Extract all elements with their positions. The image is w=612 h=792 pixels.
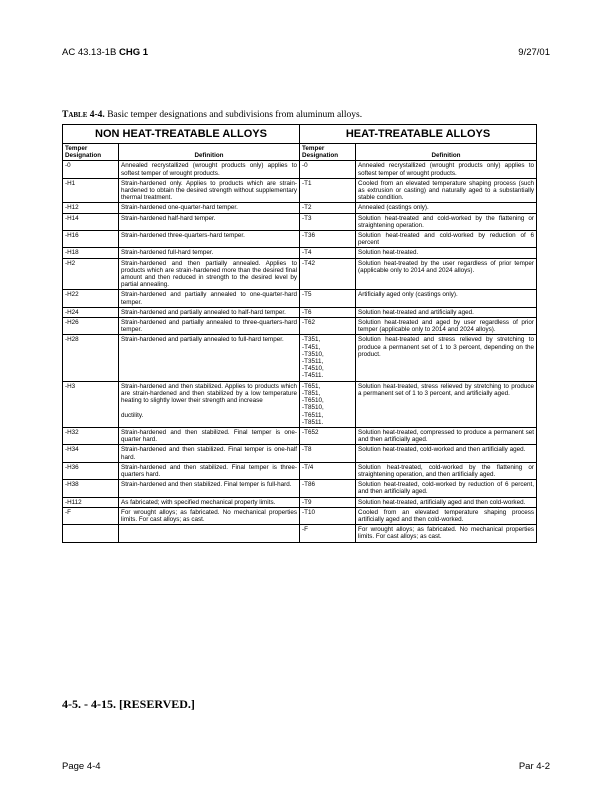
right-definition: Solution heat-treated and stress relieved by stretching to produce a permanent set of 1 to 3 percent, depending on the product.	[356, 335, 537, 381]
right-designation: -T6	[300, 307, 356, 317]
right-designation: -T4	[300, 248, 356, 258]
table-body	[63, 161, 537, 542]
left-designation: -H34	[63, 445, 119, 462]
left-definition: Strain-hardened half-hard temper.	[119, 213, 300, 230]
right-definition: Solution heat-treated, stress relieved by stretching to produce a permanent set of 1 to 3 percent, and artificially aged.	[356, 381, 537, 427]
left-designation: -H32	[63, 427, 119, 444]
left-designation: -H26	[63, 318, 119, 335]
col-header-temper-right: Temper Designation	[300, 144, 356, 161]
right-definition: Solution heat-treated, cold-worked by reduction of 6 percent, and then artificially aged.	[356, 480, 537, 497]
left-definition: Strain-hardened full-hard temper.	[119, 248, 300, 258]
left-designation: -H38	[63, 480, 119, 497]
col-header-definition-left: Definition	[119, 144, 300, 161]
right-designation: -T10	[300, 507, 356, 524]
page-footer-par: Par 4-2	[518, 761, 550, 772]
left-designation: -H3	[63, 381, 119, 427]
table-row	[63, 213, 537, 230]
page-footer-page: Page 4-4	[62, 761, 101, 772]
left-definition: Strain-hardened one-quarter-hard temper.	[119, 203, 300, 213]
left-definition: Strain-hardened and then stabilized. Final temper is full-hard.	[119, 480, 300, 497]
left-designation: -H18	[63, 248, 119, 258]
right-definition: For wrought alloys; as fabricated. No mechanical properties limits. For cast alloys; as cast.	[356, 525, 537, 542]
right-definition: Solution heat-treated, artificially aged and then cold-worked.	[356, 497, 537, 507]
left-definition: Strain-hardened and partially annealed to three-quarters-hard temper.	[119, 318, 300, 335]
left-definition: Strain-hardened and partially annealed to half-hard temper.	[119, 307, 300, 317]
table-row	[63, 427, 537, 444]
right-designation: -T3	[300, 213, 356, 230]
table-caption	[62, 110, 362, 120]
col-header-definition-right: Definition	[356, 144, 537, 161]
left-designation: -F	[63, 507, 119, 524]
table-row	[63, 248, 537, 258]
non-heat-treatable-title: NON HEAT-TREATABLE ALLOYS	[63, 125, 300, 144]
right-definition: Solution heat-treated, compressed to produce a permanent set and then artificially aged.	[356, 427, 537, 444]
right-definition: Annealed (castings only).	[356, 203, 537, 213]
table-row	[63, 525, 537, 542]
right-designation: -T9	[300, 497, 356, 507]
left-definition: Strain-hardened and then stabilized. Applies to products which are strain-hardened and then stabilized by a low temperature heating to slightly lower their strength and increase ductility.	[119, 381, 300, 427]
left-definition: Strain-hardened and then stabilized. Final temper is one-quarter hard.	[119, 427, 300, 444]
left-designation: -H16	[63, 231, 119, 248]
right-designation: -T2	[300, 203, 356, 213]
right-definition: Solution heat-treated by the user regardless of prior temper (applicable only to 2014 and 2024 alloys).	[356, 258, 537, 290]
right-designation: -0	[300, 161, 356, 178]
left-designation: -H36	[63, 462, 119, 479]
left-definition: Annealed recrystallized (wrought products only) applies to softest temper of wrought products.	[119, 161, 300, 178]
table-row	[63, 161, 537, 178]
right-definition: Artificially aged only (castings only).	[356, 290, 537, 307]
right-designation: -T86	[300, 480, 356, 497]
right-definition: Annealed recrystallized (wrought products only) applies to softest temper of wrought products.	[356, 161, 537, 178]
table-caption-label: Table 4-4.	[62, 110, 105, 120]
left-designation: -H28	[63, 335, 119, 381]
left-designation: -H14	[63, 213, 119, 230]
col-header-temper-left: Temper Designation	[63, 144, 119, 161]
left-definition: Strain-hardened three-quarters-hard temper.	[119, 231, 300, 248]
right-designation: -T42	[300, 258, 356, 290]
left-designation: -H24	[63, 307, 119, 317]
right-definition: Solution heat-treated and aged by user regardless of prior temper (applicable only to 2014 and 2024 alloys).	[356, 318, 537, 335]
table-row	[63, 290, 537, 307]
right-designation: -T/4	[300, 462, 356, 479]
left-definition: For wrought alloys; as fabricated. No mechanical properties limits. For cast alloys; as cast.	[119, 507, 300, 524]
right-designation: -T62	[300, 318, 356, 335]
left-designation: -H12	[63, 203, 119, 213]
right-designation: -T8	[300, 445, 356, 462]
left-designation: -H2	[63, 258, 119, 290]
right-definition: Cooled from an elevated temperature shaping process artificially aged and then cold-worked.	[356, 507, 537, 524]
right-definition: Solution heat-treated and artificially aged.	[356, 307, 537, 317]
right-definition: Solution heat-treated, cold-worked and then artificially aged.	[356, 445, 537, 462]
left-definition: Strain-hardened only. Applies to products which are strain-hardened to obtain the desired strength without supplementary thermal treatment.	[119, 178, 300, 203]
table-row	[63, 335, 537, 381]
table-row	[63, 507, 537, 524]
right-designation: -T351, -T451, -T3510, -T3511, -T4510, -T4511.	[300, 335, 356, 381]
page-header-doc-id: AC 43.13-1B CHG 1	[62, 47, 149, 58]
right-definition: Cooled from an elevated temperature shaping process (such as extrusion or casting) and naturally aged to a substantially stable condition.	[356, 178, 537, 203]
right-designation: -T651, -T851, -T6510, -T8510, -T6511, -T8511.	[300, 381, 356, 427]
table-row	[63, 307, 537, 317]
page-header-chg: CHG 1	[119, 47, 149, 58]
table-row	[63, 462, 537, 479]
left-designation: -0	[63, 161, 119, 178]
heat-treatable-title: HEAT-TREATABLE ALLOYS	[300, 125, 537, 144]
table-row	[63, 445, 537, 462]
left-definition: Strain-hardened and then stabilized. Final temper is one-half hard.	[119, 445, 300, 462]
table-row	[63, 381, 537, 427]
right-designation: -T1	[300, 178, 356, 203]
table-row	[63, 231, 537, 248]
left-definition: Strain-hardened and partially annealed to full-hard temper.	[119, 335, 300, 381]
table-row	[63, 497, 537, 507]
right-definition: Solution heat-treated.	[356, 248, 537, 258]
right-designation: -T5	[300, 290, 356, 307]
left-designation	[63, 525, 119, 542]
left-designation: -H1	[63, 178, 119, 203]
right-designation: -T652	[300, 427, 356, 444]
table-row	[63, 203, 537, 213]
right-designation: -T36	[300, 231, 356, 248]
right-definition: Solution heat-treated and cold-worked by reduction of 6 percent	[356, 231, 537, 248]
table-caption-text: Basic temper designations and subdivisions from aluminum alloys.	[104, 110, 363, 120]
reserved-heading: 4-5. - 4-15. [RESERVED.]	[62, 697, 195, 711]
right-definition: Solution heat-treated, cold-worked by the flattening or straightening operation, and then artificially aged.	[356, 462, 537, 479]
left-definition: As fabricated; with specified mechanical property limits.	[119, 497, 300, 507]
right-definition: Solution heat-treated and cold-worked by the flattening or straightening operation.	[356, 213, 537, 230]
temper-designation-table	[62, 124, 537, 543]
left-designation: -H22	[63, 290, 119, 307]
table-row	[63, 258, 537, 290]
left-definition	[119, 525, 300, 542]
left-definition: Strain-hardened and partially annealed to one-quarter-hard temper.	[119, 290, 300, 307]
table-row	[63, 480, 537, 497]
left-designation: -H112	[63, 497, 119, 507]
left-definition: Strain-hardened and then partially annealed. Applies to products which are strain-hardened more than the desired final amount and then reduced in strength to the desired level by partial annealing.	[119, 258, 300, 290]
table-row	[63, 178, 537, 203]
table-row	[63, 318, 537, 335]
right-designation: -F	[300, 525, 356, 542]
page-header-date: 9/27/01	[518, 47, 550, 58]
left-definition: Strain-hardened and then stabilized. Final temper is three-quarters hard.	[119, 462, 300, 479]
